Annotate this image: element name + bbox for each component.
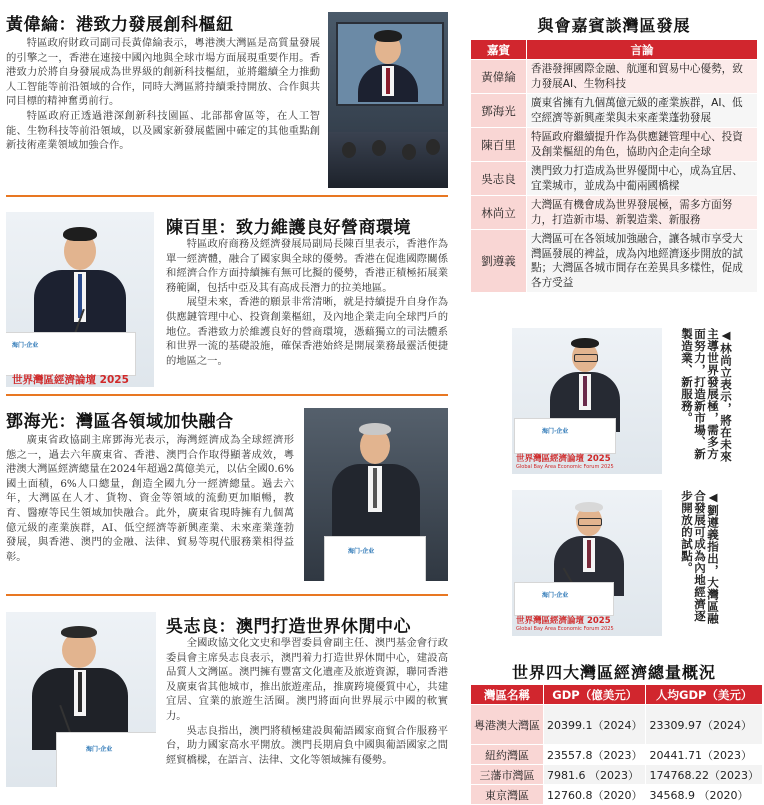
guest-quote: 大灣區有機會成為世界發展極，需多方面努力，打造新市場、新製造業、新服務 xyxy=(527,196,758,230)
gdp-value: 7981.6 （2023） xyxy=(544,765,646,785)
gdp-panel-title: 世界四大灣區經濟總量概況 xyxy=(511,663,716,682)
guest-name: 黃偉綸 xyxy=(471,60,527,94)
gdp-value: 23557.8（2023） xyxy=(544,745,646,765)
gdp-per-capita: 20441.71（2023） xyxy=(646,745,762,765)
table-row xyxy=(471,765,763,785)
gdp-table xyxy=(470,684,763,805)
forum-banner: 世界灣區經濟論壇 2025 xyxy=(12,374,129,386)
guest-quote: 澳門致力打造成為世界優閒中心，成為宜居、宜業城市，並成為中葡兩國橋樑 xyxy=(527,162,758,196)
caption-photo-5: ◀林尚立表示，將在未來主導世界發展極，需多方面努力，打造新市場、新製造業、新服務。 xyxy=(680,328,733,463)
table-row xyxy=(471,230,758,293)
guest-table-header-remarks: 言論 xyxy=(527,40,758,60)
table-row xyxy=(471,162,758,196)
article-1-paragraph-1: 特區政府財政司副司長黃偉綸表示，粵港澳大灣區是高質量發展的引擎之一，香港在連接中國內地與全球市場方面展現重要作用。香港致力於將自身發展成為世界級的創新科技樞紐，並將繼續全力推動人工智能等前沿領域的合作，同時大灣區將持續秉持開放、合作與共同目標的精神奮勇前行。 xyxy=(6,37,320,108)
gdp-per-capita: 174768.22（2023） xyxy=(646,765,762,785)
article-3-paragraph-1: 廣東省政協副主席鄧海光表示，海灣經濟成為全球經濟形態之一，過去六年廣東省、香港、澳門合作取得顯著成效，粵港澳大灣區經濟總量在2024年超過2萬億美元，以佔全國0.6%國土面積，6%人口總量，創造全國九分一經濟總量。過去六年，大灣區在人才、貨物、資金等領域的流動更加順暢，教育、醫療等民生領域加快融合。此外，廣東省現時擁有九個萬億元級的產業族群，AI、低空經濟等新興產業、未來產業蓬勃發展，與香港、澳門的金融、法律、貿易等現代服務業相得益彰。 xyxy=(6,434,294,563)
forum-banner-en: Global Bay Area Economic Forum 2025 xyxy=(516,626,614,632)
table-row xyxy=(471,785,763,805)
glasses-icon xyxy=(578,518,602,526)
gdp-region: 三藩市灣區 xyxy=(471,765,544,785)
guest-name: 鄧海光 xyxy=(471,94,527,128)
article-1-body xyxy=(6,36,320,186)
guest-name: 吳志良 xyxy=(471,162,527,196)
gdp-value: 20399.1（2024） xyxy=(544,705,646,745)
forum-banner: 世界灣區經濟論壇 2025 xyxy=(516,616,611,626)
photo-speaker-2 xyxy=(6,212,154,387)
guest-quote: 大灣區可在各領域加強融合，讓各城市享受大灣區發展的裨益，成為內地經濟逐步開放的試點；大灣區各城市間存在差異具多樣性，促成各方受益 xyxy=(527,230,758,293)
gdp-header-gdp: GDP（億美元） xyxy=(544,685,646,705)
caption-photo-6: ◀劉遵義指出，大灣區融合發展可成為內地經濟逐步開放的試點。 xyxy=(680,490,720,625)
podium-logo: 海门·企业 xyxy=(542,592,569,599)
divider xyxy=(6,594,448,596)
guest-quote: 特區政府繼續提升作為供應鏈管理中心、投資及創業樞紐的角色，協助內企走向全球 xyxy=(527,128,758,162)
glasses-icon xyxy=(574,354,598,362)
podium-logo: 海门·企业 xyxy=(86,746,113,753)
article-2-title: 陳百里：致力維護良好營商環境 xyxy=(166,218,411,238)
table-row xyxy=(471,60,758,94)
guest-quote: 廣東省擁有九個萬億元級的產業族群，AI、低空經濟等新興產業與未來產業蓬勃發展 xyxy=(527,94,758,128)
podium-logo: 海门·企业 xyxy=(348,548,375,555)
gdp-header-per-capita: 人均GDP（美元） xyxy=(646,685,762,705)
article-3-body xyxy=(6,433,294,583)
article-4-body xyxy=(166,636,448,792)
table-row xyxy=(471,196,758,230)
gdp-per-capita: 34568.9 （2020） xyxy=(646,785,762,805)
article-2-paragraph-1: 特區政府商務及經濟發展局副局長陳百里表示，香港作為單一經濟體，融合了國家與全球的優勢。香港在促進國際關係和經濟合作方面持續擁有無可比擬的優勢，香港正積極拓展業務範圍，包括中亞及其有高成長潛力的拉美地區。 xyxy=(166,238,448,294)
guest-name: 劉遵義 xyxy=(471,230,527,293)
podium-logo: 海门·企业 xyxy=(542,428,569,435)
photo-speaker-1 xyxy=(328,12,448,188)
table-row xyxy=(471,94,758,128)
gdp-header-region: 灣區名稱 xyxy=(471,685,544,705)
guest-name: 林尚立 xyxy=(471,196,527,230)
article-4-title: 吳志良：澳門打造世界休閒中心 xyxy=(166,617,411,637)
guest-panel-title: 與會嘉賓談灣區發展 xyxy=(537,16,691,35)
table-row xyxy=(471,128,758,162)
forum-banner: 世界灣區經濟論壇 2025 xyxy=(516,454,611,464)
photo-speaker-5 xyxy=(512,328,662,474)
gdp-region: 粵港澳大灣區 xyxy=(471,705,544,745)
article-3-title: 鄧海光：灣區各領域加快融合 xyxy=(6,412,234,432)
gdp-region: 東京灣區 xyxy=(471,785,544,805)
gdp-region: 紐約灣區 xyxy=(471,745,544,765)
photo-speaker-6 xyxy=(512,490,662,636)
forum-banner-en: Global Bay Area Economic Forum 2025 xyxy=(516,464,614,470)
guest-table xyxy=(470,39,758,293)
photo-speaker-4 xyxy=(6,612,156,787)
gdp-value: 12760.8（2020） xyxy=(544,785,646,805)
article-4-paragraph-2: 吳志良指出，澳門將積極建設與葡語國家商貿合作服務平台，助力國家高水平開放。澳門長期肩負中國與葡語國家之間經貿橋樑，在語言、法律、文化等領域擁有優勢。 xyxy=(166,724,448,766)
podium-logo: 海门·企业 xyxy=(12,342,39,349)
table-row xyxy=(471,745,763,765)
article-2-paragraph-2: 展望未來，香港的願景非常清晰，就是持續提升自身作為供應鏈管理中心、投資創業樞紐，及內地企業走向全球門戶的地位。香港致力於維護良好的營商環境，憑藉獨立的司法體系和世界一流的基礎設施，確保香港始終是開展業務最靈活便捷的地區之一。 xyxy=(166,296,448,367)
photo-speaker-3 xyxy=(304,408,448,581)
guest-name: 陳百里 xyxy=(471,128,527,162)
article-2-body xyxy=(166,237,448,387)
divider xyxy=(6,394,448,396)
article-4-paragraph-1: 全國政協文化文史和學習委員會副主任、澳門基金會行政委員會主席吳志良表示，澳門着力打造世界休閒中心，建設高品質人文灣區。澳門擁有豐富文化遺產及旅遊資源，聯同香港及廣東省其他城市，推出旅遊產品，推廣跨境優質中心，共建宜居、宜業的旅遊生活圈。澳門將面向世界展示中國的軟實力。 xyxy=(166,637,448,722)
guest-quote: 香港發揮國際金融、航運和貿易中心優勢，致力發展AI、生物科技 xyxy=(527,60,758,94)
table-row xyxy=(471,705,763,745)
article-1-paragraph-2: 特區政府正透過港深創新科技園區、北部都會區等，在人工智能、生物科技等前沿領域，以及國家新發展藍圖中確定的其他重點創新技術產業領域加強合作。 xyxy=(6,109,320,152)
gdp-per-capita: 23309.97（2024） xyxy=(646,705,762,745)
article-1-title: 黃偉綸：港致力發展創科樞紐 xyxy=(6,15,234,35)
divider xyxy=(6,195,448,197)
guest-table-header-guest: 嘉賓 xyxy=(471,40,527,60)
